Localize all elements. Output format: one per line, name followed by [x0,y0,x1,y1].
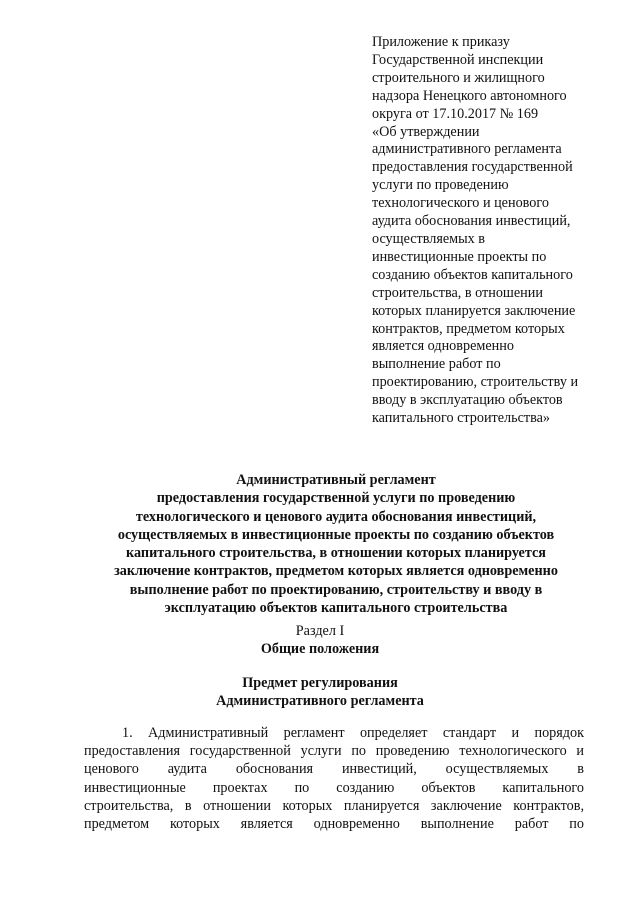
appendix-line: проектированию, строительству и [372,374,579,391]
appendix-line: капитального строительства» [372,410,551,427]
paragraph-line: предоставления государственной услуги по проведению технологического и [84,743,584,760]
appendix-line: технологического и ценового [372,195,549,212]
title-line: выполнение работ по проектированию, строительству и вводу в [129,581,543,598]
title-line: технологического и ценового аудита обоснования инвестиций, [135,508,537,525]
appendix-line: надзора Ненецкого автономного [372,87,567,104]
paragraph-line: 1. Административный регламент определяет стандарт и порядок [122,725,584,741]
title-line: осуществляемых в инвестиционные проекты по созданию объектов [117,526,555,543]
title-line: капитального строительства, в отношении которых планируется [126,545,546,562]
appendix-line: осуществляемых в [372,230,485,247]
appendix-line: инвестиционные проекты по [372,248,547,265]
regulation-title [60,471,612,617]
appendix-line: «Об утверждении [372,123,480,140]
subject-line: Административного регламента [216,693,424,709]
body-paragraph [84,724,584,833]
appendix-line: является одновременно [372,338,514,355]
paragraph-line: предметом которых является одновременно выполнение работ по [84,816,584,833]
appendix-line: строительства, в отношении [372,284,543,301]
section-title: Общие положения [260,641,380,657]
appendix-line: административного регламента [372,141,562,158]
title-line: Административный регламент [236,472,436,488]
appendix-line: округа от 17.10.2017 № 169 [372,105,539,122]
paragraph-line: ценового аудита обоснования инвестиций, осуществляемых в [84,761,584,778]
appendix-line: созданию объектов капитального [372,266,573,283]
appendix-line: предоставления государственной [372,159,573,176]
appendix-line: выполнение работ по [372,356,501,373]
subject-heading [0,674,640,710]
section-number: Раздел I [295,623,345,639]
paragraph-line: строительства, в отношении которых планируется заключение контрактов, [84,797,584,814]
title-line: эксплуатацию объектов капитального строительства [164,600,508,617]
appendix-line: вводу в эксплуатацию объектов [372,392,563,409]
title-line: заключение контрактов, предметом которых является одновременно [114,563,558,580]
appendix-line: услуги по проведению [372,177,509,194]
appendix-line: строительного и жилищного [372,69,545,86]
paragraph-line: инвестиционные проектах по созданию объектов капитального [84,779,584,796]
appendix-line: аудита обоснования инвестиций, [372,213,571,230]
title-line: предоставления государственной услуги по проведению [156,490,516,507]
appendix-line: Приложение к приказу [372,34,510,50]
appendix-line: контрактов, предметом которых [372,320,565,337]
appendix-line: Государственной инспекции [372,51,544,68]
appendix-note [372,34,608,428]
appendix-line: которых планируется заключение [372,302,576,319]
subject-line: Предмет регулирования [242,675,398,691]
